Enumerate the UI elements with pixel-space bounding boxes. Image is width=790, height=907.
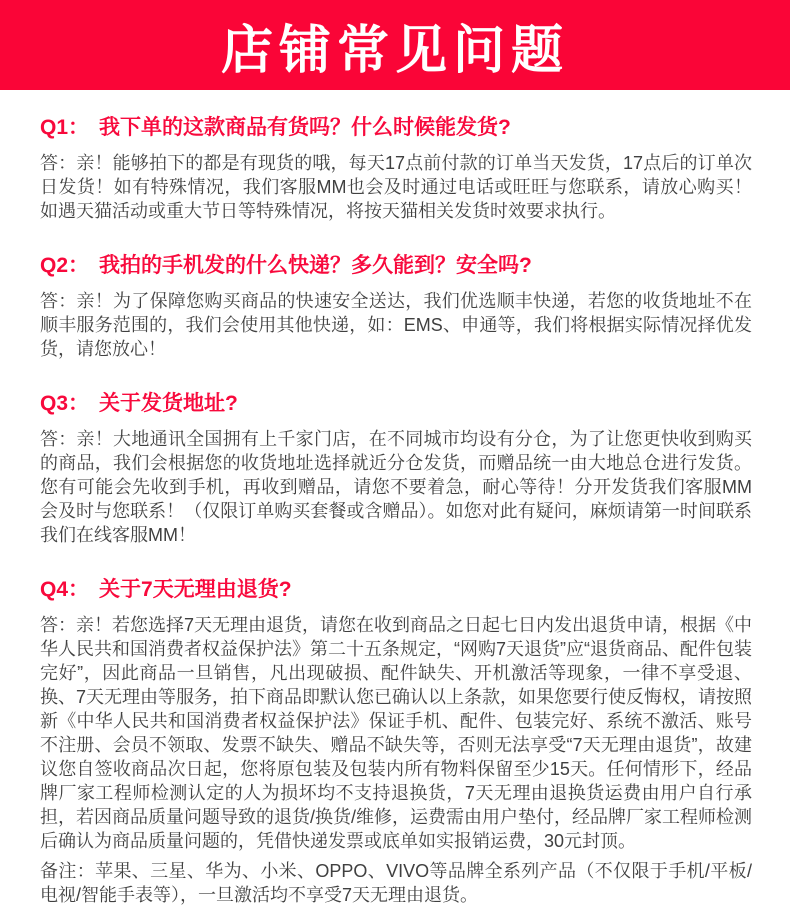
question-title-q2 (40, 255, 752, 277)
faq-section-q4 (40, 579, 752, 853)
question-title-q1 (40, 117, 752, 139)
question-label-q2: Q2： (40, 254, 90, 277)
question-text-q4: 关于7天无理由退货? (99, 578, 292, 601)
faq-section-q2 (40, 255, 752, 361)
question-label-q4: Q4： (40, 578, 90, 601)
page-title: 店铺常见问题 (220, 21, 569, 80)
faq-content (0, 117, 790, 907)
question-text-q2: 我拍的手机发的什么快递？多久能到？安全吗? (99, 254, 532, 277)
question-title-q3 (40, 393, 752, 415)
answer-text-q1: 答：亲！能够拍下的都是有现货的哦，每天17点前付款的订单当天发货，17点后的订单次日发货！如有特殊情况，我们客服MM也会及时通过电话或旺旺与您联系，请放心购买！如遇天猫活动或重大节日等特殊情况，将按天猫相关发货时效要求执行。 (40, 153, 752, 221)
answer-text-q3: 答：亲！大地通讯全国拥有上千家门店，在不同城市均设有分仓，为了让您更快收到购买的商品，我们会根据您的收货地址选择就近分仓发货，而赠品统一由大地总仓进行发货。您有可能会先收到手机，再收到赠品，请您不要着急，耐心等待！分开发货我们客服MM会及时与您联系！（仅限订单购买套餐或含赠品）。如您对此有疑问，麻烦请第一时间联系我们在线客服MM！ (40, 429, 752, 545)
question-label-q1: Q1： (40, 116, 90, 139)
question-title-q4 (40, 579, 752, 601)
question-text-q1: 我下单的这款商品有货吗？什么时候能发货? (99, 116, 511, 139)
faq-section-q3 (40, 393, 752, 547)
answer-text-q4: 答：亲！若您选择7天无理由退货，请您在收到商品之日起七日内发出退货申请，根据《中华人民共和国消费者权益保护法》第二十五条规定，“网购7天退货”应“退货商品、配件包装完好”，因此商品一旦销售，凡出现破损、配件缺失、开机激活等现象，一律不享受退、换、7天无理由等服务，拍下商品即默认您已确认以上条款，如果您要行使反悔权，请按照新《中华人民共和国消费者权益保护法》保证手机、配件、包装完好、系统不激活、账号不注册、会员不领取、发票不缺失、赠品不缺失等，否则无法享受“7天无理由退货”，故建议您自签收商品次日起，您将原包装及包装内所有物料保留至少15天。任何情形下，经品牌厂家工程师检测认定的人为损坏均不支持退换货，7天无理由退换货运费由用户自行承担，若因商品质量问题导致的退货/换货/维修，运费需由用户垫付，经品牌厂家工程师检测后确认为商品质量问题的，凭借快递发票或底单如实报销运费，30元封顶。 (40, 615, 753, 851)
question-label-q3: Q3： (40, 392, 90, 415)
footer-note: 备注：苹果、三星、华为、小米、OPPO、VIVO等品牌全系列产品（不仅限于手机/平板/电视/智能手表等），一旦激活均不享受7天无理由退货。 (40, 861, 752, 905)
faq-section-q1 (40, 117, 752, 223)
answer-text-q2: 答：亲！为了保障您购买商品的快速安全送达，我们优选顺丰快递，若您的收货地址不在顺丰服务范围的，我们会使用其他快递，如：EMS、申通等，我们将根据实际情况择优发货，请您放心！ (40, 291, 752, 359)
question-text-q3: 关于发货地址? (99, 392, 238, 415)
header-banner (0, 0, 790, 90)
